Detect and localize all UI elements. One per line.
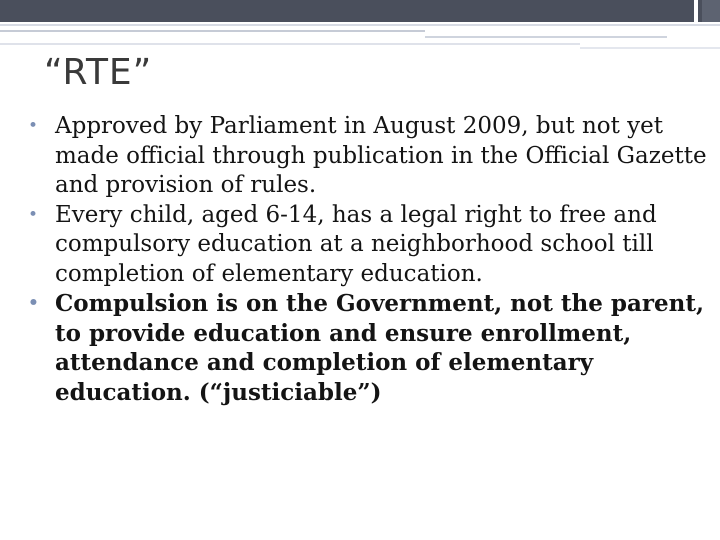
bullet-icon: • (28, 293, 39, 313)
decorative-rule (0, 30, 425, 32)
bullet-text: Approved by Parliament in August 2009, but not yet made official through publication in the Official Gazette and provision of rules. (55, 113, 707, 198)
bullet-item-compulsion (28, 289, 708, 407)
decorative-rule (0, 43, 580, 45)
slide-top-bar-corner (702, 0, 720, 22)
bullet-text: Compulsion is on the Government, not the parent, to provide education and ensure enrollment, attendance and completion of elementary education. (“justiciable”) (55, 290, 704, 406)
bullet-icon: • (28, 204, 39, 225)
bullet-item-every-child (28, 201, 708, 290)
bullet-item-approved (28, 112, 708, 201)
bullet-text: Every child, aged 6-14, has a legal right to free and compulsory education at a neighborhood school till completion of elementary education. (55, 201, 657, 287)
slide-title: “RTE” (44, 52, 153, 93)
decorative-rule (0, 24, 720, 26)
bullet-list (28, 112, 708, 407)
bullet-icon: • (28, 116, 39, 136)
decorative-rule (580, 47, 720, 49)
decorative-rule (425, 36, 667, 38)
slide-top-bar-notch (694, 0, 698, 22)
slide-top-bar (0, 0, 720, 22)
